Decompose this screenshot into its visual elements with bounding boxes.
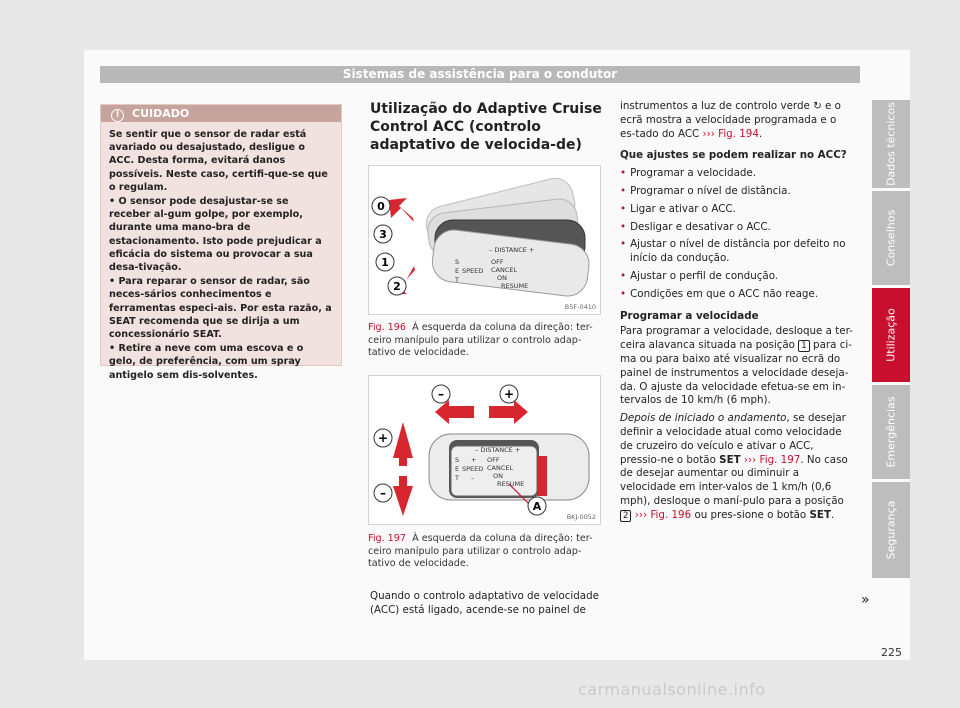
warning-icon: ! — [111, 109, 124, 122]
figure-196 — [368, 165, 601, 315]
position-2-badge: 2 — [620, 510, 631, 522]
lever-s-label: S — [455, 258, 460, 266]
lever-resume-label: RESUME — [501, 282, 529, 290]
svg-text:+: + — [377, 431, 389, 445]
list-item: • Ligar e ativar o ACC. — [620, 203, 855, 217]
marker-minus-top — [432, 385, 450, 403]
caution-paragraph: Se sentir que o sensor de radar está avariado ou desajustado, desligue o ACC. Desta forma, evitará danos possíveis. Neste caso, certifi-que-se que o regulam. — [109, 129, 328, 193]
marker-2 — [388, 277, 406, 295]
lever-on-label: ON — [493, 472, 503, 480]
figure-197-caption — [368, 533, 600, 571]
after-start-paragraph — [620, 412, 855, 522]
text-run: para ci-ma ou para baixo até visualizar no ecrã do painel de instrumentos a velocidade deseja-da. O ajuste da velocidade efetua-se em in-tervalos de 10 km/h (6 mph). — [620, 339, 852, 407]
lever-distance-label: – DISTANCE + — [475, 446, 521, 454]
svg-text:A: A — [532, 500, 542, 513]
watermark: carmanualsonline.info — [578, 680, 766, 699]
marker-plus-left — [374, 429, 392, 447]
lever-minus-label: – — [471, 474, 475, 482]
lever-plus-label: + — [471, 456, 477, 464]
set-button-icon: SET — [719, 453, 741, 466]
lever-buttons-illustration — [369, 376, 600, 524]
list-item: • Desligar e desativar o ACC. — [620, 221, 855, 235]
control-light-icon: ↻ — [813, 100, 822, 112]
fig-196-link[interactable]: ››› Fig. 196 — [634, 508, 692, 521]
page-header: Sistemas de assistência para o condutor — [100, 66, 860, 83]
caution-box — [100, 104, 342, 381]
caption-text: À esquerda da coluna da direção: ter-ceiro manípulo para utilizar o controlo adap-tativo de velocidade. — [368, 533, 593, 569]
right-column — [620, 100, 855, 527]
svg-text:1: 1 — [381, 256, 389, 269]
svg-text:2: 2 — [393, 280, 401, 293]
control-light-paragraph: instrumentos a luz de controlo verde ↻ e o ecrã mostra a velocidade programada e o es-tado do ACC ››› Fig. 194. — [620, 100, 841, 140]
list-item: • Ajustar o perfil de condução. — [620, 270, 855, 284]
svg-text:3: 3 — [379, 228, 387, 241]
continue-icon: » — [861, 592, 870, 608]
caution-bullet-2 — [109, 275, 333, 341]
lever-cancel-label: CANCEL — [487, 464, 514, 472]
caution-body — [101, 122, 341, 389]
tab-conselhos[interactable]: Conselhos — [872, 191, 910, 285]
program-speed-title: Programar a velocidade — [620, 309, 759, 322]
caution-bullet-3 — [109, 342, 333, 382]
marker-minus-left — [374, 484, 392, 502]
fig-194-link[interactable]: ››› Fig. 194 — [702, 127, 759, 140]
svg-text:–: – — [438, 387, 444, 401]
lever-t-label: T — [455, 474, 459, 482]
marker-a — [528, 497, 546, 515]
fig-197-link[interactable]: ››› Fig. 197 — [743, 453, 801, 466]
text-run: Depois de iniciado o andamento — [620, 412, 787, 425]
list-item: • Programar a velocidade. — [620, 167, 855, 181]
lever-s-label: S — [455, 456, 460, 464]
svg-text:–: – — [380, 486, 386, 500]
acc-intro-paragraph: Quando o controlo adaptativo de velocidade (ACC) está ligado, acende-se no painel de — [370, 590, 599, 616]
list-item: • Condições em que o ACC não reage. — [620, 288, 855, 302]
lever-cancel-label: CANCEL — [491, 266, 518, 274]
figure-196-caption — [368, 322, 600, 360]
figure-197 — [368, 375, 601, 525]
page-number: 225 — [881, 646, 902, 659]
lever-distance-label: – DISTANCE + — [489, 246, 535, 254]
caution-header — [101, 105, 341, 122]
section-title: Utilização do Adaptive Cruise Control ACC (controlo adaptativo de velocida-de) — [370, 101, 602, 153]
tab-seguranca[interactable]: Segurança — [872, 482, 910, 578]
lever-t-label: T — [455, 276, 459, 284]
list-item: • Programar o nível de distância. — [620, 185, 855, 199]
lever-off-label: OFF — [491, 258, 504, 266]
figure-label: Fig. 197 — [368, 533, 406, 544]
lever-off-label: OFF — [487, 456, 500, 464]
caution-bullet-text: O sensor pode desajustar-se se receber al-gum golpe, por exemplo, durante uma mano-bra de estacionamento. Isto pode prejudicar a eficácia do sistema ou provocar a sua desa-tivação. — [109, 196, 322, 274]
text-run: Para programar a velocidade, desloque a ter-ceira alavanca situada na posição — [620, 325, 853, 352]
set-button-icon: SET — [809, 508, 831, 521]
marker-3 — [374, 225, 392, 243]
lever-resume-label: RESUME — [497, 480, 525, 488]
program-speed-paragraph — [620, 325, 855, 408]
text-run: . No caso de desejar aumentar ou diminuir a velocidade em inter-valos de 1 km/h (0,6 mph), desloque o maní-pulo para a posição — [620, 453, 848, 507]
caution-bullet-text: Retire a neve com uma escova e o gelo, de preferência, com um spray antigelo sem dis-solventes. — [109, 343, 304, 381]
caption-text: À esquerda da coluna da direção: ter-ceiro manípulo para utilizar o controlo adap-tativo de velocidade. — [368, 322, 593, 358]
marker-plus-top — [500, 385, 518, 403]
figure-label: Fig. 196 — [368, 322, 406, 333]
lever-positions-illustration — [369, 166, 600, 314]
svg-text:+: + — [503, 387, 515, 401]
position-1-badge: 1 — [798, 340, 809, 352]
text-run: ou pres-sione o botão — [694, 508, 807, 521]
red-selector — [537, 456, 547, 496]
lever-speed-label: SPEED — [462, 267, 484, 275]
figure-code: B5F-0410 — [564, 303, 596, 311]
text-run: e o ecrã mostra a velocidade programada e o es-tado do ACC — [620, 100, 841, 140]
figure-code: BKJ-0052 — [566, 513, 596, 521]
lever-e-label: E — [455, 465, 460, 473]
text-run: . — [830, 508, 835, 521]
lever-speed-label: SPEED — [462, 465, 484, 473]
adjustments-title: Que ajustes se podem realizar no ACC? — [620, 149, 847, 162]
text-run: instrumentos a luz de controlo verde — [620, 100, 810, 112]
marker-1 — [376, 253, 394, 271]
tab-dados-tecnicos[interactable]: Dados técnicos — [872, 100, 910, 188]
list-item: • Ajustar o nível de distância por defeito no início da condução. — [620, 238, 855, 266]
lever-on-label: ON — [497, 274, 507, 282]
tab-utilizacao[interactable]: Utilização — [872, 288, 910, 382]
lever-e-label: E — [455, 267, 460, 275]
text-run: , se desejar definir a velocidade atual como velocidade de cruzeiro do veículo e ativar o ACC, pressio-ne o botão — [620, 412, 846, 466]
svg-text:0: 0 — [377, 200, 385, 213]
marker-0 — [372, 197, 390, 215]
caution-bullet-1 — [109, 195, 333, 274]
tab-emergencias[interactable]: Emergências — [872, 385, 910, 479]
caution-bullet-text: Para reparar o sensor de radar, são neces-sários conhecimentos e ferramentas especi-ais. Por esta razão, a SEAT recomenda que se dirija a um concessionário SEAT. — [109, 276, 332, 341]
chapter-tabs — [872, 100, 910, 581]
caution-title: CUIDADO — [132, 107, 190, 120]
